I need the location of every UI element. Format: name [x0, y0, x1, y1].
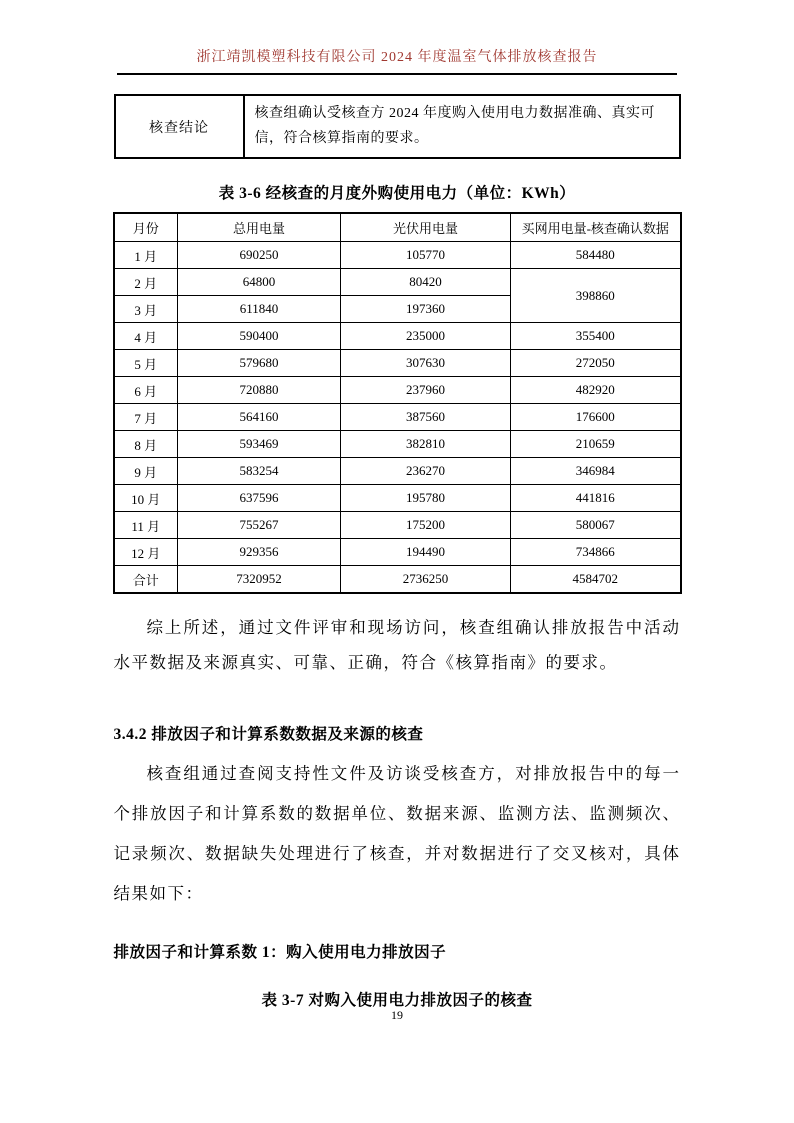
page-number: 19	[391, 1008, 403, 1022]
table-row	[114, 431, 681, 458]
table37-title: 表 3-7 对购入使用电力排放因子的核查	[261, 992, 533, 1009]
cell-total: 7320952	[178, 566, 341, 594]
cell-pv: 236270	[341, 458, 511, 485]
cell-grid: 441816	[511, 485, 681, 512]
cell-total: 720880	[178, 377, 341, 404]
cell-month: 8 月	[114, 431, 178, 458]
cell-total: 564160	[178, 404, 341, 431]
cell-pv: 195780	[341, 485, 511, 512]
cell-pv: 237960	[341, 377, 511, 404]
cell-pv: 175200	[341, 512, 511, 539]
table36-title: 表 3-6 经核查的月度外购使用电力（单位：KWh）	[218, 185, 576, 202]
cell-total: 590400	[178, 323, 341, 350]
report-header-title: 浙江靖凯模塑科技有限公司 2024 年度温室气体排放核查报告	[196, 50, 598, 65]
table-header-row	[114, 213, 681, 242]
cell-grid: 210659	[511, 431, 681, 458]
conclusion-label: 核查结论	[115, 95, 244, 158]
cell-pv: 197360	[341, 296, 511, 323]
section-paragraph: 核查组通过查阅支持性文件及访谈受核查方，对排放报告中的每一个排放因子和计算系数的数据单位、数据来源、监测方法、监测频次、记录频次、数据缺失处理进行了核查，并对数据进行了交叉核对，具体结果如下：	[113, 764, 681, 903]
cell-month: 12 月	[114, 539, 178, 566]
cell-month: 合计	[114, 566, 178, 594]
cell-month: 4 月	[114, 323, 178, 350]
cell-month: 9 月	[114, 458, 178, 485]
conclusion-box	[114, 94, 681, 159]
cell-grid: 176600	[511, 404, 681, 431]
cell-grid: 4584702	[511, 566, 681, 594]
cell-grid: 355400	[511, 323, 681, 350]
col-header-month: 月份	[114, 213, 178, 242]
conclusion-text: 核查组确认受核查方 2024 年度购入使用电力数据准确、真实可信，符合核算指南的要求。	[244, 95, 680, 158]
header-divider	[117, 73, 677, 75]
cell-total: 755267	[178, 512, 341, 539]
cell-month: 5 月	[114, 350, 178, 377]
emission-factor-heading: 排放因子和计算系数 1：购入使用电力排放因子	[113, 944, 447, 961]
cell-grid: 346984	[511, 458, 681, 485]
col-header-grid: 买网用电量-核查确认数据	[511, 213, 681, 242]
table-row	[114, 242, 681, 269]
conclusion-row	[115, 95, 680, 158]
cell-month: 3 月	[114, 296, 178, 323]
table-row	[114, 458, 681, 485]
table-row	[114, 323, 681, 350]
cell-pv: 307630	[341, 350, 511, 377]
table-total-row	[114, 566, 681, 594]
cell-pv: 80420	[341, 269, 511, 296]
cell-pv: 235000	[341, 323, 511, 350]
table-row	[114, 350, 681, 377]
cell-month: 7 月	[114, 404, 178, 431]
cell-month: 10 月	[114, 485, 178, 512]
col-header-pv: 光伏用电量	[341, 213, 511, 242]
cell-pv: 382810	[341, 431, 511, 458]
table-row	[114, 269, 681, 296]
cell-grid: 272050	[511, 350, 681, 377]
cell-total: 579680	[178, 350, 341, 377]
col-header-total: 总用电量	[178, 213, 341, 242]
cell-total: 637596	[178, 485, 341, 512]
cell-grid: 580067	[511, 512, 681, 539]
cell-grid-merged: 398860	[511, 269, 681, 323]
cell-pv: 387560	[341, 404, 511, 431]
cell-total: 611840	[178, 296, 341, 323]
cell-month: 6 月	[114, 377, 178, 404]
electricity-table	[113, 212, 682, 594]
section-heading-342: 3.4.2 排放因子和计算系数数据及来源的核查	[113, 726, 424, 743]
table-row	[114, 377, 681, 404]
cell-pv: 2736250	[341, 566, 511, 594]
cell-total: 593469	[178, 431, 341, 458]
cell-total: 690250	[178, 242, 341, 269]
cell-month: 1 月	[114, 242, 178, 269]
cell-total: 929356	[178, 539, 341, 566]
cell-grid: 482920	[511, 377, 681, 404]
cell-month: 2 月	[114, 269, 178, 296]
cell-month: 11 月	[114, 512, 178, 539]
table-row	[114, 539, 681, 566]
cell-grid: 584480	[511, 242, 681, 269]
cell-total: 583254	[178, 458, 341, 485]
summary-paragraph: 综上所述，通过文件评审和现场访问，核查组确认排放报告中活动水平数据及来源真实、可靠、正确，符合《核算指南》的要求。	[113, 618, 681, 672]
table-row	[114, 485, 681, 512]
table-row	[114, 512, 681, 539]
table-row	[114, 404, 681, 431]
cell-pv: 105770	[341, 242, 511, 269]
cell-total: 64800	[178, 269, 341, 296]
cell-pv: 194490	[341, 539, 511, 566]
cell-grid: 734866	[511, 539, 681, 566]
